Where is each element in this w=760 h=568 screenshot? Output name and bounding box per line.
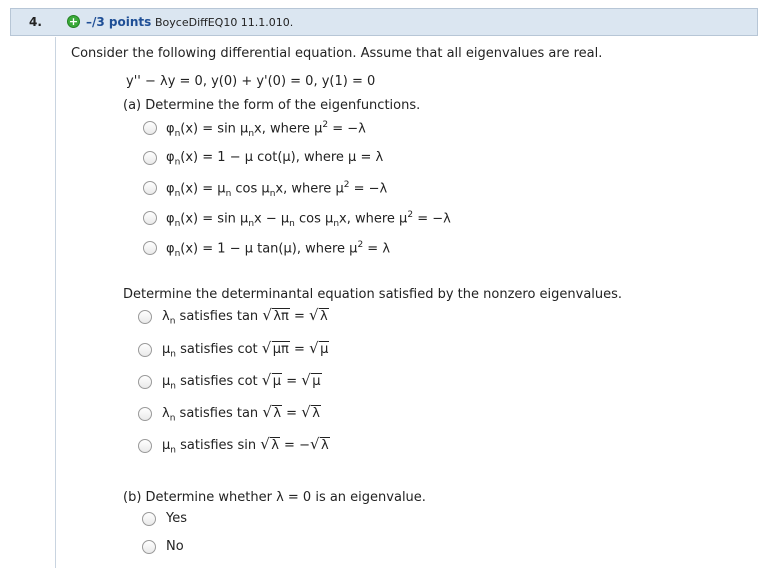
question-intro: Consider the following differential equation. Assume that all eigenvalues are real. — [71, 46, 603, 61]
superscript: 2 — [407, 210, 414, 220]
question-source: BoyceDiffEQ10 11.1.010. — [155, 16, 294, 29]
radicand: λ — [312, 406, 320, 421]
option-text: satisfies cot — [176, 374, 262, 389]
part-a-option-4-radio[interactable] — [143, 211, 157, 225]
part-a-prompt: (a) Determine the form of the eigenfunctions. — [123, 98, 421, 113]
option-text: cos μ — [294, 211, 334, 227]
det-option-5-label — [162, 435, 330, 456]
subscript: n — [225, 188, 232, 199]
det-option-1-label — [162, 306, 329, 327]
subscript: n — [174, 248, 181, 259]
det-option-4-radio[interactable] — [138, 407, 152, 421]
subscript: n — [169, 413, 176, 424]
subscript: n — [333, 218, 340, 229]
subscript: n — [174, 157, 181, 168]
det-option-2-radio[interactable] — [138, 343, 152, 357]
part-b-no-radio[interactable] — [142, 540, 156, 554]
radical-sign: √ — [261, 371, 272, 389]
det-option-1-radio[interactable] — [138, 310, 152, 324]
option-text: (x) = μ — [180, 181, 226, 197]
sqrt — [309, 339, 329, 357]
variable: μ — [162, 342, 171, 357]
radicand: μ — [272, 374, 282, 389]
radical-sign: √ — [262, 306, 272, 324]
phi-symbol: φ — [166, 121, 175, 137]
superscript: 2 — [343, 180, 350, 190]
det-option-4-label — [162, 403, 321, 424]
part-a-option-2-label — [166, 150, 383, 168]
radicand: λ — [271, 438, 279, 453]
det-option-5-radio[interactable] — [138, 439, 152, 453]
points-label: –/3 points — [86, 15, 152, 29]
option-text: = λ — [363, 241, 391, 257]
variable: λ — [162, 406, 170, 421]
superscript: 2 — [357, 240, 364, 250]
radical-sign: √ — [309, 339, 319, 357]
sqrt — [301, 371, 321, 389]
option-text: = −λ — [349, 181, 388, 197]
option-text: = — [289, 342, 310, 357]
option-text: = — [282, 374, 302, 389]
option-text: x, where μ — [254, 121, 323, 137]
option-text: satisfies cot — [176, 342, 262, 357]
radical-sign: √ — [301, 371, 311, 389]
subscript: n — [174, 188, 181, 199]
differential-equation: y'' − λy = 0, y(0) + y'(0) = 0, y(1) = 0 — [126, 74, 376, 89]
radical-sign: √ — [261, 339, 272, 357]
variable: μ — [162, 374, 171, 389]
option-text: satisfies tan — [175, 406, 263, 421]
determinantal-prompt: Determine the determinantal equation satisfied by the nonzero eigenvalues. — [123, 287, 623, 302]
part-a-option-3-label — [166, 180, 387, 199]
question-number: 4. — [29, 15, 42, 29]
question-header — [10, 8, 758, 36]
option-text: cos μ — [231, 181, 270, 197]
part-b-no-label: No — [166, 539, 184, 554]
subscript: n — [289, 218, 295, 229]
radical-sign: √ — [309, 435, 320, 453]
radical-sign: √ — [262, 403, 272, 421]
part-a-option-4-label — [166, 210, 451, 229]
radicand: μ — [320, 342, 329, 357]
part-a-option-2-radio[interactable] — [143, 151, 157, 165]
option-text: (x) = 1 − μ tan(μ), where μ — [180, 241, 358, 257]
option-text: = — [289, 309, 310, 324]
option-text: x, where μ — [275, 181, 344, 197]
subscript: n — [269, 188, 276, 199]
option-text: x, where μ — [339, 211, 408, 227]
part-a-option-5-radio[interactable] — [143, 241, 157, 255]
subscript: n — [248, 128, 255, 139]
subscript: n — [248, 218, 255, 229]
option-text: = −λ — [328, 121, 366, 137]
radicand: λπ — [273, 309, 289, 324]
radicand: μ — [312, 374, 321, 389]
sqrt — [260, 435, 280, 453]
phi-symbol: φ — [166, 211, 175, 227]
radical-sign: √ — [260, 435, 270, 453]
radicand: μπ — [272, 342, 289, 357]
part-a-option-1-label — [166, 120, 366, 139]
radicand: λ — [320, 438, 329, 453]
option-text: (x) = sin μ — [180, 121, 249, 137]
subscript: n — [169, 316, 176, 327]
subscript: n — [170, 445, 176, 456]
part-b-yes-label: Yes — [166, 511, 187, 526]
option-text: (x) = 1 − μ cot(μ), where μ = λ — [180, 150, 384, 165]
option-text: satisfies sin — [176, 438, 261, 453]
option-text: = − — [279, 438, 310, 453]
radicand: λ — [320, 309, 328, 324]
option-text: satisfies tan — [175, 309, 263, 324]
superscript: 2 — [322, 120, 329, 130]
sqrt — [261, 339, 290, 357]
variable: μ — [162, 438, 171, 453]
part-a-option-1-radio[interactable] — [143, 121, 157, 135]
det-option-2-label — [162, 339, 329, 360]
radical-sign: √ — [309, 306, 319, 324]
sqrt — [301, 403, 321, 421]
part-a-option-5-label — [166, 240, 390, 259]
phi-symbol: φ — [166, 150, 175, 165]
option-text: (x) = sin μ — [180, 211, 249, 227]
subscript: n — [174, 218, 181, 229]
sqrt — [262, 403, 282, 421]
sqrt — [262, 306, 290, 324]
sqrt — [309, 435, 330, 453]
question-panel — [55, 37, 760, 568]
part-b-prompt: (b) Determine whether λ = 0 is an eigenvalue. — [123, 490, 426, 505]
sqrt — [261, 371, 282, 389]
subscript: n — [174, 128, 181, 139]
phi-symbol: φ — [166, 241, 175, 257]
det-option-3-radio[interactable] — [138, 375, 152, 389]
variable: λ — [162, 309, 170, 324]
subscript: n — [170, 349, 176, 360]
option-text: = −λ — [413, 211, 451, 227]
radical-sign: √ — [301, 403, 311, 421]
phi-symbol: φ — [166, 181, 175, 197]
expand-plus-icon[interactable]: + — [68, 15, 79, 28]
part-a-option-3-radio[interactable] — [143, 181, 157, 195]
option-text: = — [282, 406, 302, 421]
det-option-3-label — [162, 371, 322, 392]
part-b-yes-radio[interactable] — [142, 512, 156, 526]
option-text: x − μ — [254, 211, 290, 227]
radicand: λ — [273, 406, 282, 421]
sqrt — [309, 306, 329, 324]
subscript: n — [170, 381, 176, 392]
